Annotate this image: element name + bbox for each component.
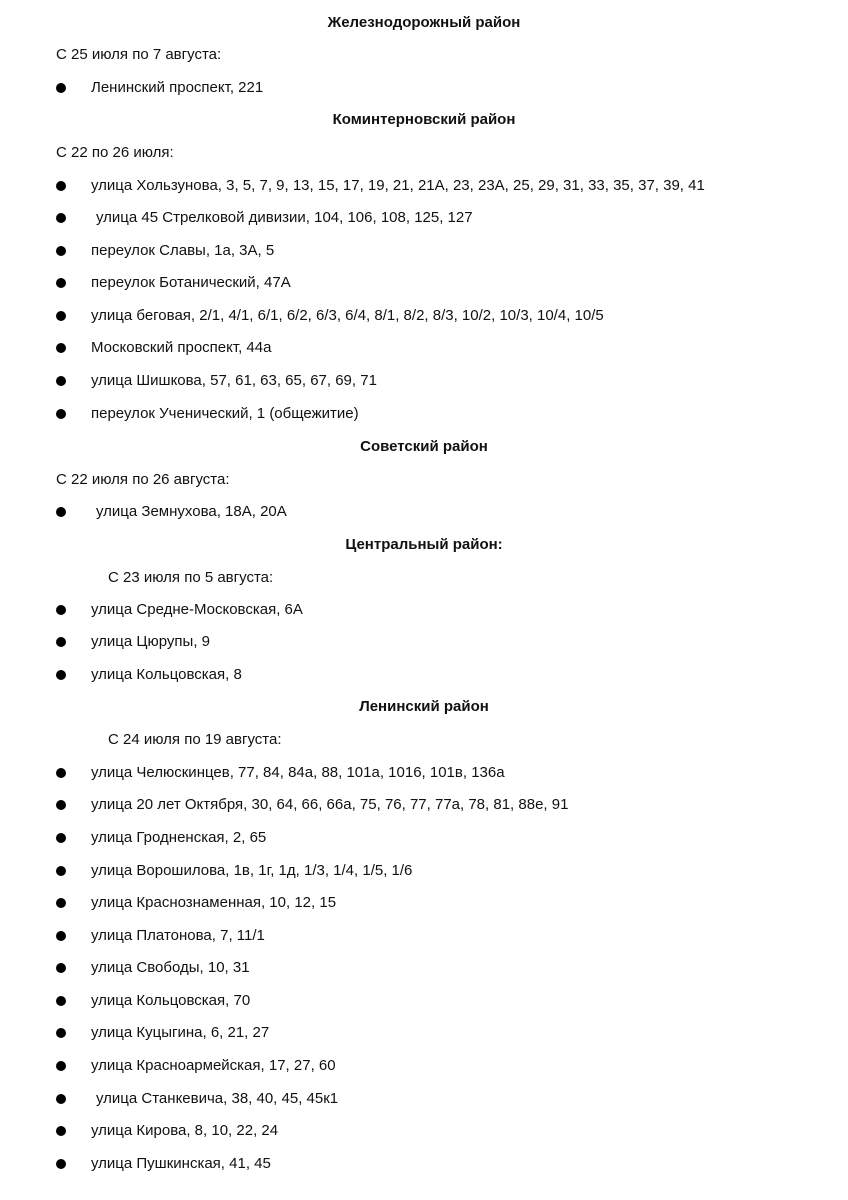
- list-item: [0, 208, 848, 228]
- list-item: [0, 338, 848, 358]
- list-item-text: улица Кирова, 8, 10, 22, 24: [91, 1122, 279, 1139]
- bullet-icon: [56, 931, 66, 941]
- list-item: [0, 991, 848, 1011]
- list-item: [0, 273, 848, 293]
- list-item: [0, 404, 848, 424]
- bullet-icon: [56, 637, 66, 647]
- bullet-icon: [56, 507, 66, 517]
- list-item-text: улица Кольцовская, 8: [91, 666, 242, 683]
- list-item-text: улица Пушкинская, 41, 45: [91, 1155, 271, 1172]
- list-item-text: улица Челюскинцев, 77, 84, 84а, 88, 101а, 1016, 101в, 136а: [91, 764, 505, 781]
- list-item-text: улица Цюрупы, 9: [91, 633, 211, 650]
- list-item-text: улица Куцыгина, 6, 21, 27: [91, 1024, 270, 1041]
- bullet-icon: [56, 800, 66, 810]
- list-item: [0, 958, 848, 978]
- list-item-text: улица Платонова, 7, 11/1: [91, 927, 265, 944]
- section-period-zheleznodorozhny: С 25 июля по 7 августа:: [56, 46, 222, 63]
- bullet-icon: [56, 311, 66, 321]
- section-heading-kominternovsky: Коминтерновский район: [332, 111, 516, 128]
- list-item: [0, 241, 848, 261]
- list-item-text: улица Станкевича, 38, 40, 45, 45к1: [96, 1090, 339, 1107]
- list-item: [0, 1056, 848, 1076]
- list-item: [0, 828, 848, 848]
- list-item: [0, 632, 848, 652]
- bullet-icon: [56, 1126, 66, 1136]
- section-heading-sovetsky: Советский район: [360, 438, 488, 455]
- list-item: [0, 926, 848, 946]
- bullet-icon: [56, 409, 66, 419]
- list-item: [0, 371, 848, 391]
- bullet-icon: [56, 246, 66, 256]
- list-item-text: Ленинский проспект, 221: [91, 79, 264, 96]
- section-heading-tsentralny: Центральный район:: [345, 536, 503, 553]
- bullet-icon: [56, 213, 66, 223]
- list-item-text: улица Средне-Московская, 6А: [91, 601, 303, 618]
- bullet-icon: [56, 670, 66, 680]
- list-item: [0, 1023, 848, 1043]
- bullet-icon: [56, 833, 66, 843]
- bullet-icon: [56, 996, 66, 1006]
- bullet-icon: [56, 1061, 66, 1071]
- list-item-text: улица Шишкова, 57, 61, 63, 65, 67, 69, 71: [91, 372, 377, 389]
- list-item-text: переулок Славы, 1а, 3А, 5: [91, 242, 275, 259]
- bullet-icon: [56, 1159, 66, 1169]
- list-item: [0, 78, 848, 98]
- list-item: [0, 1089, 848, 1109]
- section-period-kominternovsky: С 22 по 26 июля:: [56, 144, 174, 161]
- section-heading-leninsky: Ленинский район: [359, 698, 489, 715]
- list-item-text: Московский проспект, 44а: [91, 339, 272, 356]
- list-item-text: улица Свободы, 10, 31: [91, 959, 250, 976]
- bullet-icon: [56, 376, 66, 386]
- list-item: [0, 176, 848, 196]
- section-heading-zheleznodorozhny: Железнодорожный район: [327, 14, 521, 31]
- list-item-text: улица Красноармейская, 17, 27, 60: [91, 1057, 336, 1074]
- list-item-text: улица Хользунова, 3, 5, 7, 9, 13, 15, 17, 19, 21, 21А, 23, 23А, 25, 29, 31, 33, 35, 37, 39, 41: [91, 177, 705, 194]
- list-item: [0, 893, 848, 913]
- section-period-sovetsky: С 22 июля по 26 августа:: [56, 471, 230, 488]
- list-item: [0, 306, 848, 326]
- list-item-text: переулок Ботанический, 47А: [91, 274, 291, 291]
- bullet-icon: [56, 343, 66, 353]
- list-item-text: улица 20 лет Октября, 30, 64, 66, 66а, 75, 76, 77, 77а, 78, 81, 88е, 91: [91, 796, 569, 813]
- list-item: [0, 795, 848, 815]
- bullet-icon: [56, 866, 66, 876]
- bullet-icon: [56, 1094, 66, 1104]
- list-item: [0, 665, 848, 685]
- section-period-tsentralny: С 23 июля по 5 августа:: [108, 569, 274, 586]
- bullet-icon: [56, 898, 66, 908]
- list-item: [0, 600, 848, 620]
- bullet-icon: [56, 278, 66, 288]
- list-item-text: улица Гродненская, 2, 65: [91, 829, 267, 846]
- list-item-text: улица Ворошилова, 1в, 1г, 1д, 1/3, 1/4, 1/5, 1/6: [91, 862, 413, 879]
- bullet-icon: [56, 181, 66, 191]
- bullet-icon: [56, 605, 66, 615]
- list-item: [0, 763, 848, 783]
- list-item-text: переулок Ученический, 1 (общежитие): [91, 405, 359, 422]
- list-item-text: улица Краснознаменная, 10, 12, 15: [91, 894, 337, 911]
- list-item: [0, 1121, 848, 1141]
- list-item-text: улица беговая, 2/1, 4/1, 6/1, 6/2, 6/3, 6/4, 8/1, 8/2, 8/3, 10/2, 10/3, 10/4, 10/5: [91, 307, 604, 324]
- bullet-icon: [56, 83, 66, 93]
- bullet-icon: [56, 768, 66, 778]
- list-item-text: улица Земнухова, 18А, 20А: [96, 503, 287, 520]
- list-item-text: улица Кольцовская, 70: [91, 992, 251, 1009]
- bullet-icon: [56, 963, 66, 973]
- section-period-leninsky: С 24 июля по 19 августа:: [108, 731, 282, 748]
- list-item-text: улица 45 Стрелковой дивизии, 104, 106, 108, 125, 127: [96, 209, 473, 226]
- list-item: [0, 502, 848, 522]
- list-item: [0, 861, 848, 881]
- bullet-icon: [56, 1028, 66, 1038]
- list-item: [0, 1154, 848, 1174]
